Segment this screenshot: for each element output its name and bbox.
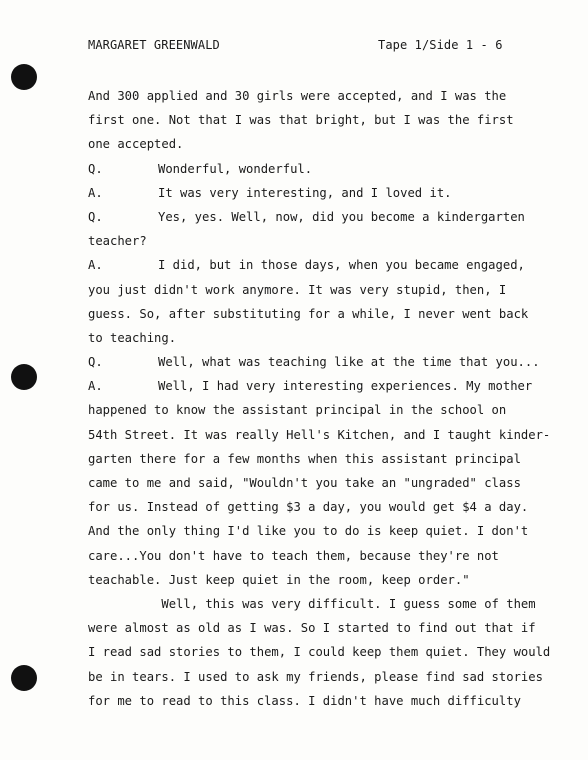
line-text: came to me and said, "Wouldn't you take an "ungraded" class <box>88 476 521 490</box>
line-text: one accepted. <box>88 137 184 152</box>
line-text: Well, I had very interesting experiences. My mother <box>158 379 533 394</box>
transcript-line <box>88 616 558 640</box>
transcript-line <box>88 568 558 592</box>
line-text: for us. Instead of getting $3 a day, you would get $4 a day. <box>88 500 529 515</box>
transcript-line <box>88 447 558 471</box>
line-text: garten there for a few months when this assistant principal <box>88 451 521 466</box>
transcript-line <box>88 84 558 108</box>
line-text: Well, this was very difficult. I guess some of them <box>88 596 536 611</box>
line-text: 54th Street. It was really Hell's Kitchen, and I taught kinder- <box>88 427 551 442</box>
transcript-line <box>88 181 558 205</box>
transcript-line <box>88 665 558 689</box>
transcript-line <box>88 157 558 181</box>
speaker-label: Q. <box>88 355 103 370</box>
transcript-body <box>88 84 558 713</box>
line-text: Wonderful, wonderful. <box>158 161 313 176</box>
speaker-label: Q. <box>88 161 103 176</box>
binder-hole-middle <box>11 364 37 390</box>
line-text: for me to read to this class. I didn't have much difficulty <box>88 693 521 708</box>
binder-hole-top <box>11 64 37 90</box>
transcript-line <box>88 205 558 229</box>
line-text: And the only thing I'd like you to do is keep quiet. I don't <box>88 524 529 539</box>
line-text: to teaching. <box>88 330 177 345</box>
line-text: be in tears. I used to ask my friends, please find sad stories <box>88 669 543 684</box>
line-text: guess. So, after substituting for a while, I never went back <box>88 306 529 321</box>
line-text: were almost as old as I was. So I started to find out that if <box>88 621 536 636</box>
transcript-line <box>88 374 558 398</box>
speaker-label: A. <box>88 379 103 394</box>
line-text: I did, but in those days, when you became engaged, <box>158 258 525 273</box>
transcript-line <box>88 689 558 713</box>
transcript-line <box>88 253 558 277</box>
transcript-line <box>88 544 558 568</box>
transcript-line <box>88 278 558 302</box>
transcript-line <box>88 519 558 543</box>
transcript-line <box>88 350 558 374</box>
transcript-line <box>88 495 558 519</box>
interviewee-name: MARGARET GREENWALD <box>88 38 220 52</box>
line-text: Yes, yes. Well, now, did you become a kindergarten <box>158 209 525 224</box>
line-text: teachable. Just keep quiet in the room, keep order." <box>88 572 470 587</box>
transcript-line <box>88 471 558 495</box>
transcript-line <box>88 640 558 664</box>
transcript-line <box>88 592 558 616</box>
transcript-line <box>88 326 558 350</box>
line-text: care...You don't have to teach them, because they're not <box>88 548 499 563</box>
line-text: happened to know the assistant principal in the school on <box>88 403 507 418</box>
tape-reference: Tape 1/Side 1 - 6 <box>378 38 503 52</box>
transcript-line <box>88 132 558 156</box>
line-text: It was very interesting, and I loved it. <box>158 185 452 200</box>
speaker-label: Q. <box>88 209 103 224</box>
line-text: teacher? <box>88 234 147 249</box>
speaker-label: A. <box>88 185 103 200</box>
line-text: first one. Not that I was that bright, but I was the first <box>88 113 514 128</box>
line-text: Well, what was teaching like at the time that you... <box>158 355 540 370</box>
transcript-line <box>88 398 558 422</box>
transcript-line <box>88 302 558 326</box>
transcript-line <box>88 423 558 447</box>
speaker-label: A. <box>88 258 103 273</box>
line-text: And 300 applied and 30 girls were accepted, and I was the <box>88 89 507 103</box>
transcript-line <box>88 108 558 132</box>
binder-hole-bottom <box>11 665 37 691</box>
line-text: you just didn't work anymore. It was very stupid, then, I <box>88 282 507 297</box>
line-text: I read sad stories to them, I could keep them quiet. They would <box>88 645 551 660</box>
transcript-line <box>88 229 558 253</box>
